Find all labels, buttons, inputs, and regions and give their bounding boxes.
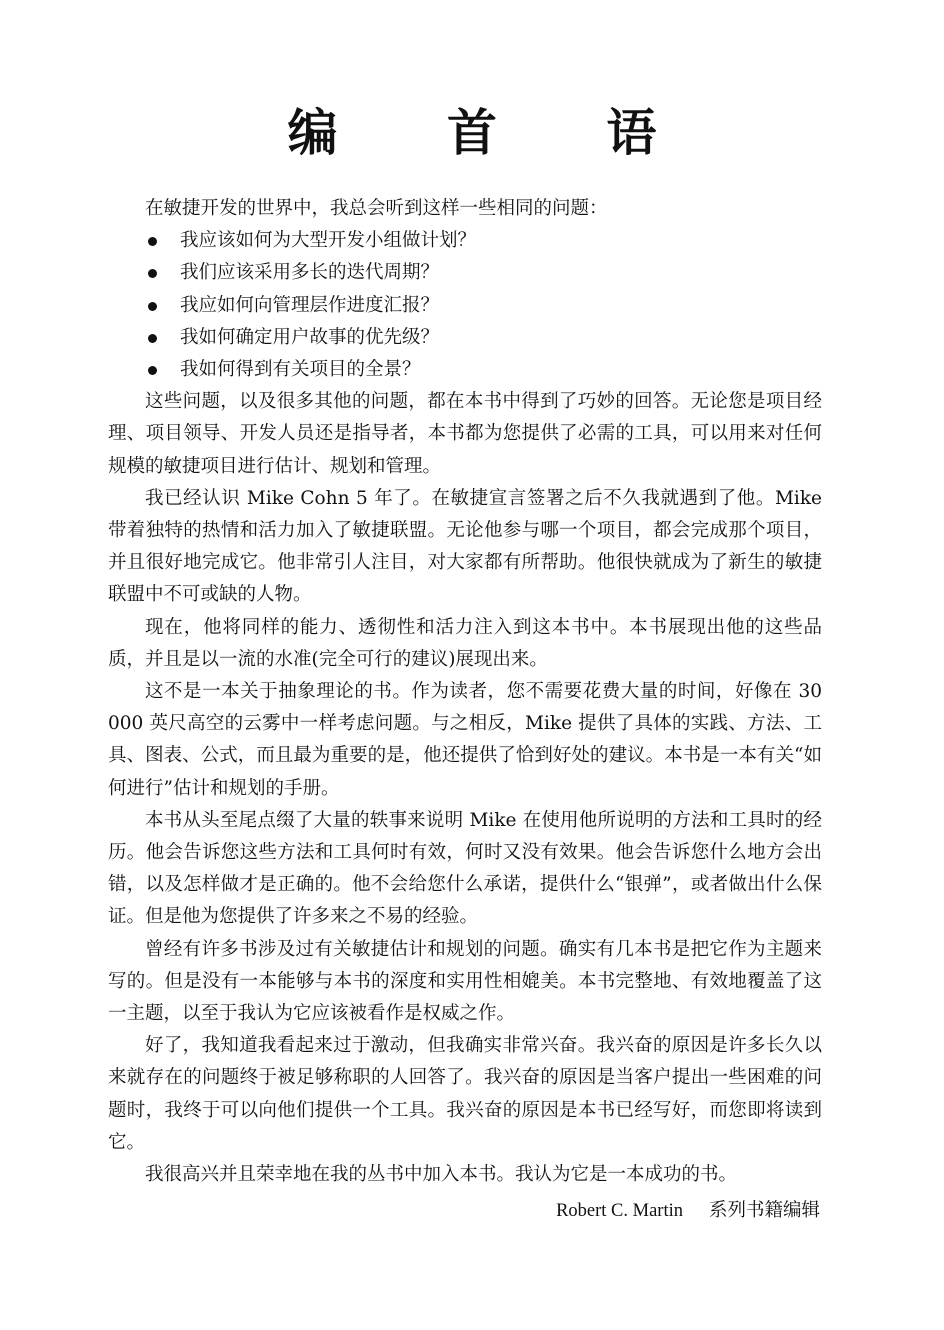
bullet-icon xyxy=(148,302,157,311)
paragraph: 曾经有许多书涉及过有关敏捷估计和规划的问题。确实有几本书是把它作为主题来写的。但是没有一本能够与本书的深度和实用性相媲美。本书完整地、有效地覆盖了这一主题，以至于我认为它应该被看作是权威之作。 xyxy=(108,938,822,1025)
signature-name: Robert C. Martin xyxy=(556,1201,683,1222)
question-item xyxy=(108,257,822,289)
question-item xyxy=(108,322,822,354)
bullet-icon xyxy=(148,334,157,343)
question-item xyxy=(108,290,822,322)
paragraph: 这些问题，以及很多其他的问题，都在本书中得到了巧妙的回答。无论您是项目经理、项目领导、开发人员还是指导者，本书都为您提供了必需的工具，可以用来对任何规模的敏捷项目进行估计、规划和管理。 xyxy=(108,391,822,477)
paragraph: 现在，他将同样的能力、透彻性和活力注入到这本书中。本书展现出他的这些品质，并且是以一流的水准(完全可行的建议)展现出来。 xyxy=(108,616,822,670)
question-item xyxy=(108,225,822,257)
question-text: 我如何确定用户故事的优先级？ xyxy=(180,326,440,348)
bullet-icon xyxy=(148,269,157,278)
signature-role: 系列书籍编辑 xyxy=(708,1200,820,1222)
bullet-icon xyxy=(148,237,157,246)
paragraph: 我很高兴并且荣幸地在我的丛书中加入本书。我认为它是一本成功的书。 xyxy=(145,1164,738,1186)
bullet-icon xyxy=(148,366,157,375)
question-item xyxy=(108,354,822,386)
question-text: 我们应该采用多长的迭代周期？ xyxy=(180,262,440,284)
signature xyxy=(108,1195,822,1227)
body-text xyxy=(108,193,822,1228)
paragraph: 本书从头至尾点缀了大量的轶事来说明 Mike 在使用他所说明的方法和工具时的经历。他会告诉您这些方法和工具何时有效，何时又没有效果。他会告诉您什么地方会出错，以及怎样做才是正确的。他不会给您什么承诺，提供什么“银弹”，或者做出什么保证。但是他为您提供了许多来之不易的经验。 xyxy=(108,809,822,928)
question-text: 我应如何向管理层作进度汇报？ xyxy=(180,294,440,316)
question-list xyxy=(108,225,822,386)
paragraph: 好了，我知道我看起来过于激动，但我确实非常兴奋。我兴奋的原因是许多长久以来就存在的问题终于被足够称职的人回答了。我兴奋的原因是当客户提出一些困难的问题时，我终于可以向他们提供一个工具。我兴奋的原因是本书已经写好，而您即将读到它。 xyxy=(108,1035,822,1153)
paragraph: 这不是一本关于抽象理论的书。作为读者，您不需要花费大量的时间，好像在 30 000 英尺高空的云雾中一样考虑问题。与之相反，Mike 提供了具体的实践、方法、工具、图表、公式，而且最为重要的是，他还提供了恰到好处的建议。本书是一本有关“如何进行”估计和规划的手册。 xyxy=(108,681,822,799)
page-title: 编 首 语 xyxy=(287,104,703,162)
paragraph: 我已经认识 Mike Cohn 5 年了。在敏捷宣言签署之后不久我就遇到了他。Mike 带着独特的热情和活力加入了敏捷联盟。无论他参与哪一个项目，都会完成那个项目，并且很好地完成它。他非常引人注目，对大家都有所帮助。他很快就成为了新生的敏捷联盟中不可或缺的人物。 xyxy=(108,487,822,606)
question-text: 我如何得到有关项目的全景？ xyxy=(180,359,421,381)
intro-line: 在敏捷开发的世界中，我总会听到这样一些相同的问题： xyxy=(145,198,608,219)
question-text: 我应该如何为大型开发小组做计划？ xyxy=(180,230,477,252)
